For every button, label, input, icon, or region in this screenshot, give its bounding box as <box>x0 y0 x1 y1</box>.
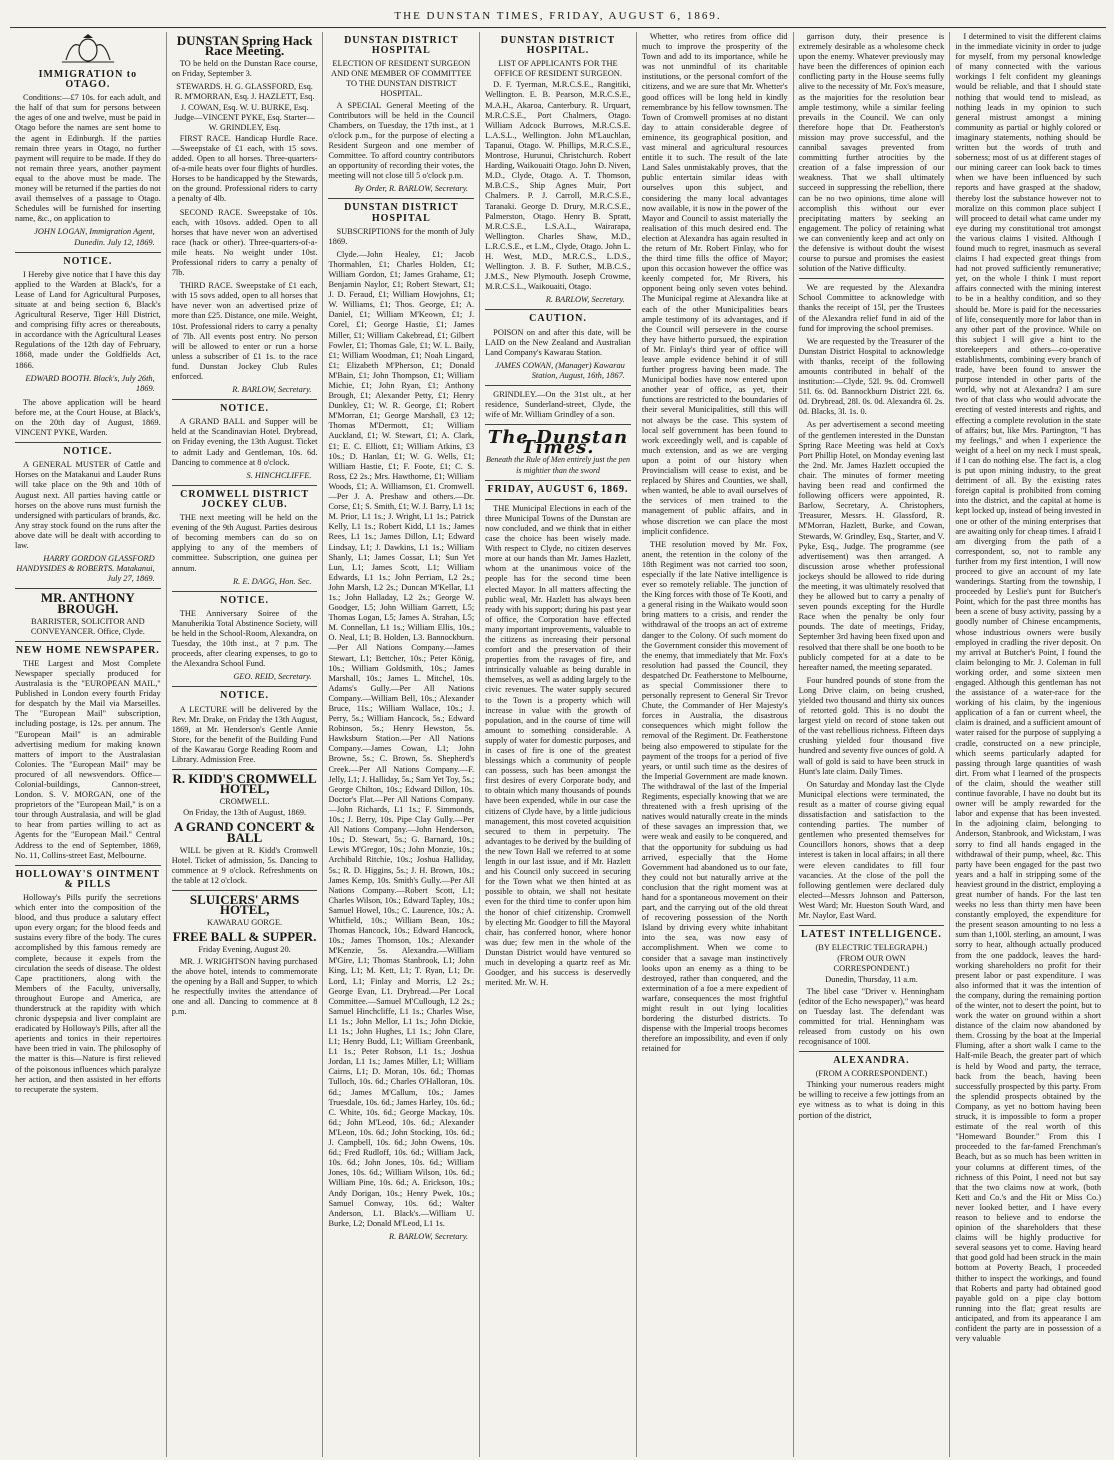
jockey-club-body: THE next meeting will be held on the evening of the 9th August. Parties desirous of becoming members can do so on applying to any of the members of committee. Subscription, one guinea per annum. <box>171 513 318 573</box>
ball-notice-title: NOTICE. <box>220 403 270 415</box>
caution-signature: JAMES COWAN, (Manager) Kawarau Station, August, 16th, 1867. <box>495 360 625 380</box>
race-signature: R. BARLOW, Secretary. <box>232 385 312 395</box>
divider <box>15 442 161 443</box>
editorial-continued: Whetter, who retires from office did much to improve the prosperity of the Town and add to its importance, while he was not unmindful of its charitable institutions, or the personal comfort of the citizens, and we are sure that Mr. Whetter's good offices will be long held in kindly remembrance by his fellow townsmen. The Town of Cromwell promises at no distant day to attain considerable degree of eminence, its geographical position, and vast mineral and agricultural resources entitle it to such. The result of the late Land Sales unmistakably proves, that the public entertain similar ideas with ourselves upon this subject, and considering the many local advantages now available, it is now in the power of the Mayor and Council to assist materially the realisation of this much desired end. The election at Alexandra has again resulted in the return of Mr. Robert Finlay, who for the third time fills the office of Mayor; upon this occasion however the office was keenly competed for, Mr Rivers, his opponent being only seven votes behind. The Municipal regime at Alexandra like at each of the other Municipalities bears ample testimony of its advantages, and if the Council will persevere in the course they have hitherto pursued, the expiration of Mr. Finlay's third year of office will leave ample evidence behind it of still further progress having been made. The Municipal bodies have now entered upon another year of office, as yet, their functions are restricted to the boundaries of their several Municipalities, still this will not always be the case. This system of local self government has been found to work exceedingly well, and is capable of much extension, and as we are verging upon a point of our history when Provincialism will cease to exist, and be replaced by Shires and Counties, we shall, when wanted, be able to avail ourselves of the services of men trained to the management of public affairs, and in whose discretion we can place the most implicit confidence. <box>641 32 788 536</box>
muster-signature: HARRY GORDON GLASSFORD HANDYSIDES & ROBERTS. Matakanui, July 27, 1869. <box>16 554 155 584</box>
brough-title: MR. ANTHONY BROUGH. <box>40 590 135 616</box>
columns <box>10 32 1106 1457</box>
latest-intelligence-source: (FROM OUR OWN CORRESPONDENT.) <box>833 954 910 974</box>
latest-intelligence-subtitle: (BY ELECTRIC TELEGRAPH.) <box>815 943 928 953</box>
divider <box>485 309 631 310</box>
ball-notice-body: A GRAND BALL and Supper will be held at the Scandinavian Hotel. Drybread, on Friday evening, the 13th August. Ticket to admit Lady and Gentleman, 10s. 6d. Dancing to commence at 8 o'clock. <box>171 417 318 467</box>
subscriptions-list: Clyde.—John Healey, £1; Jacob Thormahlen, £1; Charles Holden, £1; William Gordon, £1; James Grahame, £1; Benjamin Naylor, £1; Robert Stewart, £1; J. D. Feraud, £1; William Howjohns, £1; W. Williams, £1; Thos. George, £1; A. Daniel, £1; William M'Keown, £1; J. Corel, £1; George Hastie, £1; James Miller, £1; William Cakebread, £1; Gilbert Fowler, £1; Thomas Gale, £1; W. L. Baily, £1; William Woodman, £1; Noah Lingard, £1; Elizabeth M'Pherson, £1; Donald M'Bain, £1; John Thompson, £1; William Michie, £1; John Ryan, £1; Anthony Brough, £1; Alexander Petty, £1; Henry Dunkley, £1; W. R. George, £1; Robert M'Morran, £1; George Marshall, £3 12; Thomas M'Dermott, £1; William Auckland, £1; W. Stewart, £1; A. Clark, £1; E. C. Elliott, £1; William Atkins, £3 10s.; D. Hanlan, £1; W. G. Wells, £1; William Hastie, £1; F. Foote, £1; C. S. Ross, £2 2s.; Mrs. Hawthorne, £1; William Woods, £1; A. Williamson, £1. Cromwell.—Per J. A. Preshaw and others.—Dr. Corse, £1; S. Smith, £1; W. J. Barry, L1 1s; M. Prior, L1 1s.; J. Wright, L1 1s.; Patrick Kelly, L1 1s.; Robert Kidd, L1 1s.; James Rees, L1 1s.; James Dillon, L1; Edward Lindsay, L1; J. Dawkins, L1 1s.; William Shanly, L1; James Cossar, L1; Sun Yet Lun, L1; James Scott, L1; William Edwards, L1 1s.; John Perriam, L2 2s.; John Marsh, L2 2s.; Duncan M'Kellar, L1 1s.; John Halladay, L2 2s.; George W. Goodger, L5; John William Garrett, L5; Thomas Logan, L5; James A. Strahan, L5; M. Connellan, L1 1s.; William Ellis, 10s.; O. Neal, L1; B. Holden, L3. Bannockburn.—Per All Nations Company.—James Stewart, L1; Bettcher, 10s.; Peter König, 10s.; William Goldsmith, 10s.; James Marshall, 10s.; James L. Mitchel, 10s. Adams's Gully.—Per All Nations Company.—William Bell, 10s.; Alexander Bruce, 11s.; William Wallace, 10s.; J. Perry, 5s.; William Hancock, 5s.; Edward Robinson, 5s.; Henry Hewston, 5s. Hawksburn Station.—Per All Nations Company.—James Cowan, L1; John Browne, 5s.; C. Brown, 5s. Shepherd's Creek.—Per All Nations Company.—F. Jelly, L1; J. Halliday, 5s.; Sam Yet Toy, 5s.; George Chilton, 10s.; Edward Dillon, 10s. Doctor's Flat.—Per All Nations Company.—John Richards, L1 1s.; F. Simmonds, 10s.; J. Berry, 10s. Pipe Clay Gully.—Per All Nations Company.—John Henderson, 10s.; D. Stewart, 5s.; G. Barnard, 10s.; Lewis M'Gregor, 10s.; John Monzie, 10s.; Archibald Ritchie, 10s.; Joshua Halliday, 5s.; R. D. Higgins, 5s.; J. H. Brown, 10s.; James Kemp, 10s. Smith's Gully.—Per All Nations Company.—Robert Scott, L1; Charles Wilson, 10s.; Edward Tapley, 10s.; Samuel Howel, 10s.; C. Laurence, 10s.; A. Whitfield, 10s.; William Bean, 10s.; Thomas Hancock, 10s.; Edward Hancock, 10s.; James Thomson, 10s.; Alexander M'Kenzie, 5s. Alexandra.—William M'Gire, L1; Thomas Stanbrook, L1; John King, L1; M. Kett, L1; T. Ryan, L1; Dr. Lord, L1; Finlay and Morris, L2 2s.; George Evan, L1. Drybread.—Per Local Committee.—Samuel M'Cullough, L2 2s.; Samuel Hinchcliffe, L1 1s.; Charles Wise, L1 1s.; John Mellor, L1 1s.; John Dickie, L1 1s.; John Hughes, L1 1s.; John Clare, L1; Henry Budd, L1; William Greenbank, L1 1s.; Peter Robson, L1 1s.; Joshua Jordan, L1 1s.; James Miller, L1; William Cairns, L1; D. Moran, 10s. 6d.; Thomas Tulloch, 10s. 6d.; Charles O'Halloran, 10s. 6d.; James M'Callum, 10s.; James Truesdale, 10s. 6d.; James Harley, 10s. 6d.; C. White, 10s. 6d.; George Mackay, 10s. 6d.; John M'Leod, 10s. 6d.; Alexander M'Leon, 10s. 6d.; John Stocking, 10s. 6d.; J. Campbell, 10s. 6d.; John Owens, 10s. 6d.; Fred Rudloff, 10s. 6d.; William Jack, 10s. 6d.; John Jones, 10s. 6d.; William Jones, 10s. 6d.; William Wilson, 10s. 6d.; William Pine, 10s. 6d.; A. Erickson, 10s.; Andy Dorigan, 10s.; Henry Pwek, 10s.; Samuel Conway, 10s. 6d.; Walter Anderson, L1. Black's.—William U. Burke, L2; Donald M'Leod, L1 1s. <box>328 249 475 1228</box>
divider <box>15 641 161 642</box>
divider <box>799 925 945 926</box>
divider <box>485 424 631 425</box>
concert-title: A GRAND CONCERT & BALL <box>173 819 316 845</box>
divider <box>172 890 318 891</box>
notice-title: NOTICE. <box>63 255 113 267</box>
stewards-list: STEWARDS. H. G. GLASSFORD, Esq. R. M'MORRAN, Esq. J. HAZLETT, Esq. J. COWAN, Esq. W. U. BURKE, Esq. Judge—VINCENT PYKE, Esq. Starter—W. GRINDLEY, Esq. <box>174 82 315 132</box>
concert-body: WILL be given at R. Kidd's Cromwell Hotel. Ticket of admission, 5s. Dancing to commence at 9 o'clock. Refreshments on the table at 12 o'clock. <box>171 845 318 885</box>
applicants-subtitle: LIST OF APPLICANTS FOR THE OFFICE OF RESIDENT SURGEON. <box>494 59 622 79</box>
race-meeting-title: DUNSTAN Spring Hack Race Meeting. <box>176 33 313 59</box>
divider <box>172 591 318 592</box>
jockey-club-title: CROMWELL DISTRICT JOCKEY CLUB. <box>180 488 310 510</box>
alexandra-title: ALEXANDRA. <box>833 1055 910 1067</box>
subscriptions-signature: R. BARLOW, Secretary. <box>388 1231 469 1241</box>
holloway-title: HOLLOWAY'S OINTMENT & PILLS <box>15 868 161 890</box>
kidd-hotel-date: On Friday, the 13th of August, 1869. <box>183 808 307 818</box>
lecture-title: NOTICE. <box>220 690 270 702</box>
divider <box>172 399 318 400</box>
third-race: THIRD RACE. Sweepstake of £1 each, with 15 sovs added, open to all horses that have never won an advertised prize of more than £25. Distance, one mile. Weight, 10st. Professional riders to carry a penalty of 7lb. All events post entry. No person will be allowed to enter or run a horse unless a subscriber of £1 1s. to the race fund. Dunstan Jockey Club Rules enforced. <box>171 281 318 381</box>
subscriptions-title: DUNSTAN DISTRICT HOSPITAL <box>344 202 459 224</box>
alexandra-letter: I determined to visit the different claims in the immediate vicinity in order to judge for myself, from my personal knowledge of many connected with the various workings I felt confident my gleanings would be reliable, and that I should state nothing that would tend to mislead, as nothing leads in my opinion to such general mistrust amongst a mining community as partial or highly colored or imaginary statements, nothing should be written but the words of truth and soberness; most of us at different stages of our mining career can look back to times when we have been influenced by such reports and have grasped at the shadow, thereby lost the substance however not to moralize on this common place subject I will proceed to detail what came under my eye during my constitutional trot amongst the various claims I visited. Although I found much to regret, inasmuch as several claims I had expected great things from had not proved sufficiently remunerative; yet, on the whole I think I must report affairs connected with the mining interest to be in a healthy condition, and so they should be. More is paid for the necessaries of life, consequently more for labor than in any other part of the province. While on this subject I will give a hint to the storekeepers and others—co-operative establishments, combining every branch of trade, have been found to answer the purpose intended in other parts of the world, why not at Alexandra? I am sure two of that class who would advocate the erecting of vested interests and rights, and effecting a complete revolution in the state of affairs; but, like Mrs. Partington, "I has my feelings," and when I experience the weight of a heel on my neck I must speak, if I can do nothing else. The fact is, a clog is put upon mining industry, to the great detriment of all. By the existing rates foreign capital is prohibited from coming into the district, and the capital at home is kept locked up, instead of being invested in one or other of the mining enterprises that are awaiting only for cheap times. I afraid I am diverging from the path of a correspondent, so, not to ramble any further from my first intention, I will now proceed to give an account of my late wanderings. Starting from the township, I proceeded by Leslie's punt for Butcher's Point, which for the past three months has been a scene of busy activity, passing by a goodly number of Chinese encampments, whose industrious owners were busily employed in cradling the river deposit. On my arrival at Butcher's Point, I found the claim belonging to Mr. J. Coleman in full working order, and some sixteen men engaged. Although this gentleman has not the assistance of a water-race for the working of his claim, by the ingenious application of a fan or current wheel, the claim is drained, and a sufficient amount of water raised for the purpose of supplying a cradle, constructed on a new principle, which seems particularly adapted for passing through large quantities of wash dirt. From what I learned of the prospects of the claim, should the weather still continue favorable, I have no doubt but its owner will be amply rewarded for the labor and expense that has been invested. In the adjoining claim, belonging to Anderson, Stanbrook, and Wickstam, I was sorry to find all hands engaged in the withdrawal of their pump, wheel, &c. This party have been engaged for the past two years and a half in stripping some of the heaviest ground in the district, employing a great number of hands. For the last ten weeks no less than thirty men have been constantly employed, the expenditure for the present season amounting to no less a sum than 1,100l. sterling, an amount, I was sorry to hear, although actually produced from the one paddock, leaves the hard-working shareholders no profit for their present labor or past expenditure. I was also informed that it was the intention of the company, during the remaining portion of the winter, not to desert the point, but to work the water on ground within a short distance of the claim now abandoned by them. Crossing by the boat at the Imperial Fluming, after a short walk I came to the Half-mile Beach, the greater part of which is held by Wood and party, the terrace, back from the beach, having been successfully prospected by this party. From the splendid prospects obtained by the Company, as yet no bottom having been struck, it is impossible to form a proper estimate of the real worth of this "Homeward Bounder." From this I proceeded to the far-famed Frenchman's Beach, but as so much has been written in your columns at different times, of the richness of this Point, I need not but say that the two claims now at work, (both Kett and Co.'s and the Hit or Miss Co.) never looked better, and I have every reason to believe and to endorse the opinion of the shareholders that these claims will be highly productive for several seasons yet to come. Having heard that good gold had been struck in the main bottom at Poverty Beach, I proceeded thither to inspect the workings, and found that Roberts and party had obtained good payable gold on a pipe clay bottom running into the flat; great results are anticipated, and from its appearance I am confident the party are in possession of a very valuable <box>955 32 1102 1344</box>
newspaper-motto: Beneath the Rule of Men entirely just the pen is mightier than the sword <box>485 455 631 475</box>
hospital-meeting-body: A SPECIAL General Meeting of the Contributors will be held in the Council Chambers, on Tuesday, the 17th inst., at 1 o'clock p.m., for the purpose of electing a Resident Surgeon and one member of Committee. To afford country contributors an opportunity of recording their votes, the meeting will not close till 5 o'clock p.m. <box>328 100 475 181</box>
second-race: SECOND RACE. Sweepstake of 10s. each, with 10sovs. added. Open to all horses that have never won an advertised race (hack or other). Three-quarters-of-a-mile heats. No weight under 10st. Professional riders to carry a penalty of 7lb. <box>171 207 318 278</box>
soiree-body: THE Anniversary Soiree of the Manuherikia Total Abstinence Society, will be held in the School-Room, Alexandra, on Tuesday, the 10th inst., at 7 p.m. The proceeds, after clearing expenses, to go to the Alexandra School Fund. <box>171 608 318 669</box>
hospital-signature: By Order, R. BARLOW, Secretary. <box>354 184 469 194</box>
jockey-club-signature: R. E. DAGG, Hon. Sec. <box>233 576 312 586</box>
caution-body: POISON on and after this date, will be LAID on the New Zealand and Australian Land Company's Kawarau Station. <box>485 327 631 357</box>
page-masthead: THE DUNSTAN TIMES, FRIDAY, AUGUST 6, 1869. <box>10 10 1106 28</box>
divider <box>485 499 631 500</box>
hospital-treasurer-note: We are requested by the Treasurer of the Dunstan District Hospital to acknowledge with thanks, receipt of the following amounts contributed in behalf of the institution:—Clyde, 52l. 9s. 0d. Cromwell 51l. 6s. 0d. Bannockburn District 22l. 6s. 0d. Drybread, 28l. 0s. 0d. Alexandra 6l. 2s. 0d. Blacks, 3l. 1s. 0. <box>798 336 945 417</box>
free-ball-body: MR. J. WRIGHTSON having purchased the above hotel, intends to commemorate the opening by a Ball and Supper, to which he respectfully invites the attendance of one and all. Dancing to commence at 8 p.m. <box>171 956 318 1016</box>
coat-of-arms-icon <box>15 32 161 66</box>
lease-notice-signature: EDWARD BOOTH. Black's, July 26th, 1869. <box>25 373 155 393</box>
latest-intelligence-body: The libel case "Driver v. Henningham (editor of the Echo newspaper)," was heard on Tuesday last. The defendant was committed for trial. Henningham was released from custody on his own recognisance of 100l. <box>798 986 945 1046</box>
brough-body: BARRISTER, SOLICITOR AND CONVEYANCER. Office, Clyde. <box>30 616 145 636</box>
divider <box>172 485 318 486</box>
divider <box>15 252 161 253</box>
regiment-article-continued: garrison duty, their presence is extremely desirable as a wholesome check upon the enemy. Whatever previously may have been the differences of opinion each conflicting party in the House seems fully alive to the necessity of Mr. Fox's measure, as the majorities for the resolution bear ample testimony, while a similar feeling prevails in the Council. We can only therefore hope that Dr. Featherston's mission may prove successful, and the cannibal savages prevented from committing further atrocities by the creation of a false impression of our weakness. That we shall ultimately succeed in suppressing the rebellion, there can be no two opinions, time alone will accomplish this without our ever precipitating matters by seeking an engagement. The policy of retaining what we can conveniently keep and act only on the defensive is without doubt the wisest course to pursue and promises the easiest solution of the Native difficulty. <box>798 32 945 274</box>
editorial-text: THE Municipal Elections in each of the three Municipal Towns of the Dunstan are now concluded, and we think that in either case the choice has been wisely made. With respect to Clyde, no citizen deserves more at our hands than Mr. James Hazlett, whom at the unanimous voice of the people has for the second time been elected Mayor. In all matters affecting the public weal, Mr. Hazlett has always been ready with his support; during his past year of office, the Corporation have effected many important improvements, valuable to the citizens as increasing their personal comfort and the preservation of their properties from the ravages of fire, and intrinsically valuable as being durable in themselves, as well as adding largely to the civic revenues. The water supply secured to the Town is a property which will increase in value with the growth of population, and in the course of time will amount to something considerable. A supply of water for domestic purposes, and in cases of fire is one of the greatest blessings which a community of people can possess, such has been amongst the first desires of every Corporate body, and to obtain which many thousands of pounds have been expended, while in our case the citizens of Clyde have, by a little judicious management, this most coveted acquisition secured to them in perpetuity. The advantages to be derived by the building of the new Town Hall we referred to at some length in our last issue, and if Mr. Hazlett and his Council only succeed in securing for the Town what we then hinted at as possible to obtain, we shall not hesitate even for the third time to confer upon him the honor of chief citizenship. Cromwell by electing Mr. Goodger to fill the Mayoral chair, has conferred honor, where honor was due; few men in the whole of the Dunstan District would have ventured so much in developing a quartz reef as Mr. Goodger, and his success is deservedly merited. Mr. W. H. <box>485 503 631 988</box>
kidd-hotel-title: R. KIDD'S CROMWELL HOTEL, <box>172 771 317 797</box>
free-ball-date: Friday Evening, August 20. <box>198 945 291 955</box>
kidd-hotel-place: CROMWELL. <box>219 797 270 807</box>
applicants-signature: R. BARLOW, Secretary. <box>545 295 625 305</box>
divider <box>15 588 161 589</box>
immigration-body: Conditions:—£7 10s. for each adult, and the half of that sum for persons between the ages of one and twelve, must be paid in Otago before the names are sent home to the agent in Edinburgh. If the parties remain three years in Otago, no further payment will require to be made. If they do not remain three years, another payment equal to the above must be made. The money will be returned if the parties do not avail themselves of a passage to Otago. Schedules will be furnished for inserting name, &c., on application to <box>15 93 161 224</box>
column-6 <box>794 32 951 1457</box>
free-ball-title: FREE BALL & SUPPER. <box>172 929 317 945</box>
immigration-title: IMMIGRATION to OTAGO. <box>38 69 138 91</box>
alexandra-subtitle: (FROM A CORRESPONDENT.) <box>815 1069 928 1079</box>
divider <box>799 278 945 279</box>
divider <box>328 198 474 199</box>
immigration-signature: JOHN LOGAN, Immigration Agent, Dunedin. July 12, 1869. <box>34 227 155 247</box>
hospital-subtitle: ELECTION OF RESIDENT SURGEON AND ONE MEMBER OF COMMITTEE TO THE DUNSTAN DISTRICT HOSPITAL. <box>331 59 472 99</box>
column-1 <box>10 32 167 1457</box>
regiment-article: THE resolution moved by Mr. Fox, anent, the retention in the colony of the 18th Regiment was not carried too soon, especially if the late Native intelligence is ever so remotely reliable. The junction of the King forces with those of Te Kooti, and a general rising in the Waikato would soon bring matters to a crisis, and render the withdrawal of the troops an act of extreme danger to the Colony. Of such moment do the Government consider this movement of the enemy, that immediately that Mr. Fox's resolution had passed the Council, they despatched Dr. Featherstone to Melbourne, as special Commissioner there to personally represent to General Sir Trevor Chute, the Commander of Her Majesty's forces in Australia, the disastrous consequences which might follow the removal of the Regiment. Dr. Featherstone being also empowered to stipulate for the payment of the troops for a period of five years, or until such time as the desires of the Imperial Government are made known. The withdrawal of the last of the Imperial Regiments, especially knowing that we are threatened with a fresh uprising of the natives would naturally create in the minds of these savages an impression that, we were weak and easily to be conquered, and that the opportunity for subduing us had arrived, especially that the Home Government had abandoned us to our fate, they could not but naturally arrive at the conclusion that the right moment was at hand for a spontaneous movement on their part, and the carrying out of the old threat of recovering possession of the North Island by driving every white inhabitant into the sea, was now easy of accomplishment. When we come to consider that a savage man instinctively looks upon an enemy as a thing to be destroyed, rather than conquered, and the extermination of a foe a mere expedient of warfare, consequences the most frightful might result in out lying localities bordering the disturbed districts. To dispense with the Imperial troops becomes therefore an impossibility, and even if only retained for <box>641 539 788 1054</box>
muster-title: NOTICE. <box>63 446 113 458</box>
school-committee-note: We are requested by the Alexandra School Committee to acknowledge with thanks the receipt of 15l, per the Trustees of the Alexandra relief fund in aid of the fund for improving the school premises. <box>798 283 945 333</box>
divider <box>172 769 318 770</box>
hospital-title: DUNSTAN DISTRICT HOSPITAL <box>344 35 459 57</box>
applicants-list: D. F. Tyerman, M.R.C.S.E., Rangitiki, Wellington. E. B. Pearson, M.R.C.S.E., M.A.H., Akaroa, Canterbury. R. Urquart, M.R.C.S.E., Port Chalmers, Otago. William Adcock Burrows, M.R.C.S.E. L.A.S.L., Wellington. John M'Lauchlan, Tapanui, Otago. W. Phillips, M.R.C.S.E., Montrose, Hurunui, Christchurch. Robert Harding, Waikouaiti Otago. John D. Niven, M.D., Clyde, Otago. A. T. Thomson, M.B.C.S., Ship Agnes Muir, Port Chalmers. P. J. Carroll, M.R.C.S.E., Taranaki. George D. Drury, M.R.C.S.E., Palmerston, Otago. Henry B. Spratt, M.R.C.S.E., L.S.A.L., Wairarapa, Wellington. Charles Shaw, M.D., L.R.C.S.E., et L.M., Clyde, Otago. John L. H. West, M.D., M.R.C.S., L.D.S., Wellington. J. B. F. Suther, M.B.C.S., J.M.S., New Plymouth. Joseph Crowme, M.R.C.S.L., Waikouaiti, Otago. <box>485 80 631 292</box>
newspaper-ad-body: THE Largest and Most Complete Newspaper specially produced for Australasia is the "EUROPEAN MAIL," Published in London every fourth Friday for despatch by the Mail via Marseilles. The "European Mail" subscription, including postage, is 12s. per annum. The "European Mail" is an admirable advertising medium for making known matters of import to the Australasian Colonies. The "European Mail" may be procured of all newsvendors. Office—Colonial-buildings, Cannon-street, London. S. V. MORGAN, one of the proprietors of the "European Mail," is on a tour through Australasia, and will be glad to hear from parties willing to act as Agents for the "European Mail." Central Address to the end of September, 1869, No. 11, Collins-street East, Melbourne. <box>15 658 161 860</box>
alexandra-intro: Thinking your numerous readers might be willing to receive a few jottings from an eye witness as to what is doing in this portion of the district, <box>798 1080 945 1120</box>
race-meeting-report: As per advertisement a second meeting of the gentlemen interested in the Dunstan Spring Race Meeting was held at Cox's Port Phillip Hotel, on Monday evening last the 2nd. Mr. James Hazlett occupied the chair. The minutes of former meeting having been read and confirmed the following officers were appointed, R. Barlow, Secretary, A. Christophers, Treasurer, Messrs. H. Glassford, R. M'Morran, Hazlett, Burke, and Cowan, Stewards, W. Grindley, Esq., Starter, and V. Pyke, Esq., Judge. The programme (see advertisement) was then arranged. A discussion arose whether professional jockeys should be allowed to ride during the meeting, it was ultimately resolved that they be allowed but to carry a penalty of seven pounds excepting for the Hurdle Race when the penalty be only four pounds. The date of meetings, Friday, September 3rd having been fixed upon and resolved that there shall be one booth to be publicly competed for at a date to be hereafter named, the meeting separated. <box>798 420 945 672</box>
holloway-body: Holloway's Pills purify the secretions which enter into the composition of the blood, and thus produce a salutary effect upon every organ; for the blood feeds and sustains every fibre of the body. The cures accomplished by this famous remedy are complete, because it expels from the circulation the seeds of disease. The oldest Cape practitioners, along with the Members of the Faculty, universally, throughout Europe and America, are thunderstruck at the rapidity with which chronic dyspepsia and liver complaint are eradicated by Holloway's Pills, after all the aperients and tonics in their repertoires have been tried in vain. The philosophy of the matter is this—Nature is first relieved of the poisonous influences which paralyze her action, and then assisted in her efforts to recuperate the system. <box>15 892 161 1094</box>
soiree-title: NOTICE. <box>220 594 270 606</box>
divider <box>15 865 161 866</box>
municipal-elections-note: On Saturday and Monday last the Clyde Municipal elections were terminated, the result as a matter of course giving equal dissatisfaction and satisfaction to the contending parties. The number of gentlemen who presented themselves for Councillors honors, shows that a deep interest is taken in local affairs; in all there were eleven candidates to fill four vacancies. At the close of the poll the following gentlemen were declared duly elected—Messrs Johnson and Patterson, West Ward; Mr. Hueston South Ward, and Mr. Naylor, East Ward. <box>798 779 945 920</box>
latest-intelligence-title: LATEST INTELLIGENCE. <box>801 929 942 941</box>
lease-notice-body: I Hereby give notice that I have this day applied to the Warden at Black's, for a Lease of Land for Agricultural Purposes, situate at and being section 6, Black's Agricultural Reserve, Tiger Hill District, and comprising fifty acres or thereabouts, in accordance with the Agricultural Leases Regulations of the 12th day of February, 1868, made under the Goldfields Act, 1866. <box>15 269 161 370</box>
race-intro: TO be held on the Dunstan Race course, on Friday, September 3. <box>171 59 318 79</box>
latest-intelligence-dateline: Dunedin, Thursday, 11 a.m. <box>825 975 918 985</box>
column-2 <box>167 32 324 1457</box>
column-5 <box>637 32 794 1457</box>
soiree-signature: GEO. REID, Secretary. <box>233 672 312 682</box>
caution-title: CAUTION. <box>529 313 587 325</box>
muster-body: A GENERAL MUSTER of Cattle and Horses on the Matakanui and Lauder Runs will take place on the 9th and 10th of August next. All parties having cattle or horses on the above runs must furnish the undersigned with particulars of brands, &c. Any stray stock found on the runs after the above date will be dealt with according to law. <box>15 460 161 551</box>
lecture-body: A LECTURE will be delivered by the Rev. Mr. Drake, on Friday the 13th August, 1869, at Mr. Henderson's Gentle Annie Store, for the benefit of the Building Fund of the Kawarau Gorge Reading Room and Library. Admission Free. <box>171 704 318 764</box>
sluicers-title: SLUICERS' ARMS HOTEL, <box>189 892 300 918</box>
applicants-title: DUNSTAN DISTRICT HOSPITAL. <box>500 35 616 57</box>
subscriptions-intro: SUBSCRIPTIONS for the month of July 1869. <box>328 226 475 246</box>
birth-notice: GRINDLEY.—On the 31st ult., at her residence, Sunderland-street, Clyde, the wife of Mr. William Grindley of a son. <box>485 390 631 420</box>
column-3 <box>323 32 480 1457</box>
column-7 <box>950 32 1106 1457</box>
ball-notice-signature: S. HINCHCLIFFE. <box>246 470 312 480</box>
newspaper-ad-title: NEW HOME NEWSPAPER. <box>15 644 160 656</box>
divider <box>172 686 318 687</box>
first-race: FIRST RACE. Handicap Hurdle Race.—Sweepstake of £1 each, with 15 sovs. added. Open to all horses. Three-quarters-of-a-mile heats over four flights of hurdles. Horses to be handicapped by the Stewards, on the ground. Professional riders to carry a penalty of 4lb. <box>171 133 318 204</box>
editorial-date: FRIDAY, AUGUST 6, 1869. <box>487 483 629 495</box>
column-4 <box>480 32 637 1457</box>
gold-yield-note: Four hundred pounds of stone from the Long Drive claim, on being crushed, yielded two thousand and thirty six ounces of retorted gold. This is no doubt the largest yield on record of stone taken out of the vast rebellious richness. Fifteen days crushing yielded four thousand five hundred and seventy five ounces of gold. A wall of gold is said to have been struck in Hunt's late claim. Daily Times. <box>798 675 945 776</box>
lease-hearing-text: The above application will be heard before me, at the Court House, at Black's, on the 20th day of August, 1869. VINCENT PYKE, Warden. <box>15 397 161 438</box>
sluicers-place: KAWARAU GORGE. <box>206 918 283 928</box>
newspaper-title: The Dunstan Times. <box>487 427 629 459</box>
divider <box>485 480 631 481</box>
divider <box>485 385 631 386</box>
divider <box>799 1051 945 1052</box>
